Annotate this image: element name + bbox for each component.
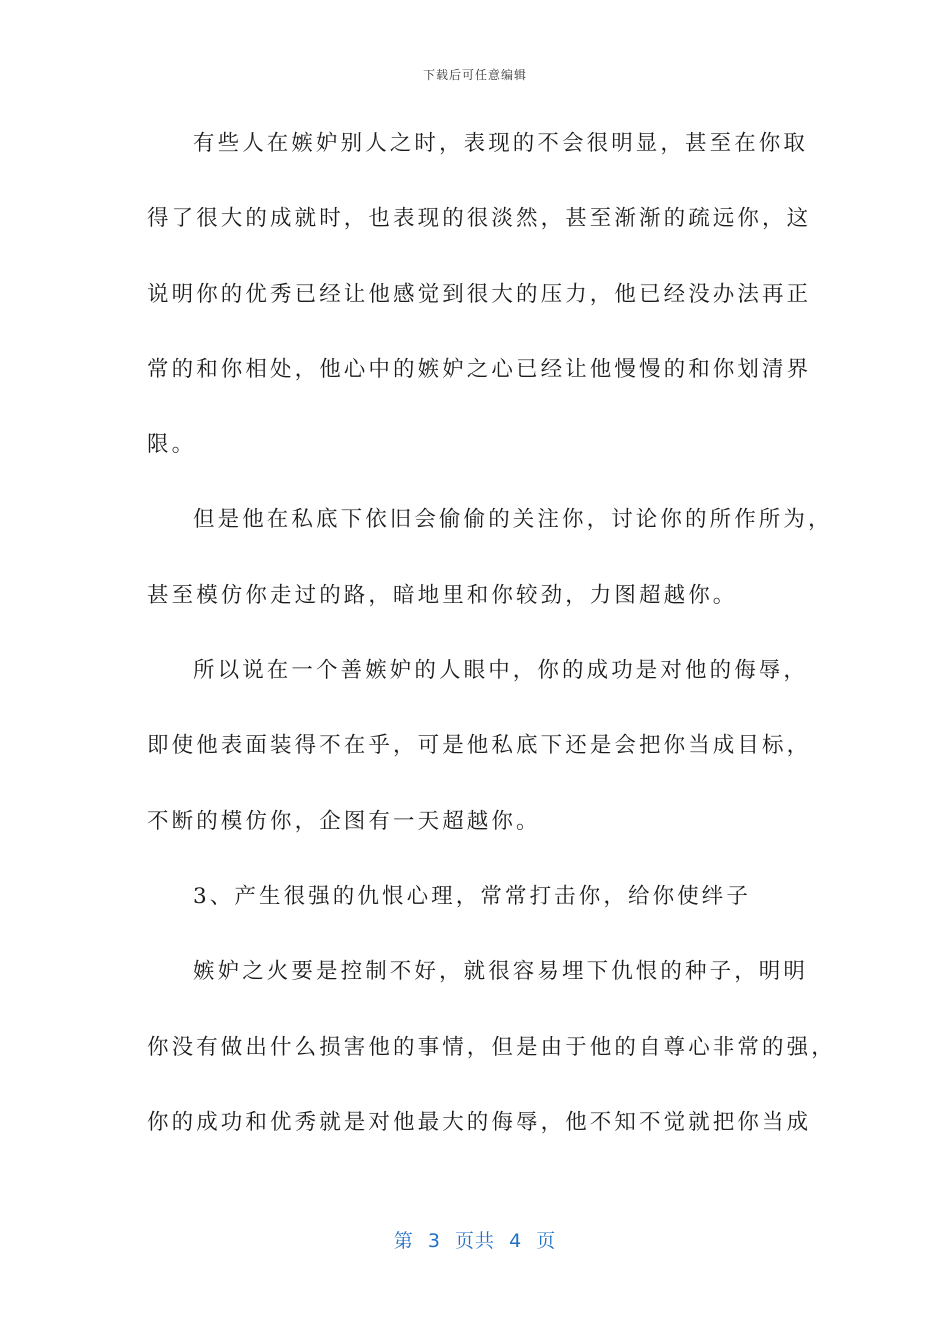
text-line: 所以说在一个善嫉妒的人眼中，你的成功是对他的侮辱， <box>193 658 809 684</box>
text-line: 不断的模仿你，企图有一天超越你。 <box>147 808 541 834</box>
page-number-footer: 第 3 页共 4 页 <box>393 1230 557 1252</box>
text-line: 限。 <box>147 432 197 458</box>
text-line: 说明你的优秀已经让他感觉到很大的压力，他已经没办法再正 <box>147 281 812 307</box>
text-line: 你没有做出什么损害他的事情，但是由于他的自尊心非常的强， <box>147 1034 836 1060</box>
text-line: 甚至模仿你走过的路，暗地里和你较劲，力图超越你。 <box>147 582 738 608</box>
text-line: 但是他在私底下依旧会偷偷的关注你，讨论你的所作所为， <box>193 507 833 533</box>
section-heading: 3、产生很强的仇恨心理，常常打击你，给你使绊子 <box>193 883 751 909</box>
text-line: 常的和你相处，他心中的嫉妒之心已经让他慢慢的和你划清界 <box>147 356 812 382</box>
text-line: 有些人在嫉妒别人之时，表现的不会很明显，甚至在你取 <box>193 131 809 156</box>
text-line: 即使他表面装得不在乎，可是他私底下还是会把你当成目标， <box>147 733 812 759</box>
text-line: 得了很大的成就时，也表现的很淡然，甚至渐渐的疏远你，这 <box>147 206 812 232</box>
document-body <box>147 122 836 1176</box>
page-header: 下载后可任意编辑 <box>422 68 527 82</box>
text-line: 你的成功和优秀就是对他最大的侮辱，他不知不觉就把你当成 <box>147 1109 812 1135</box>
text-line: 嫉妒之火要是控制不好，就很容易埋下仇恨的种子，明明 <box>193 959 809 985</box>
